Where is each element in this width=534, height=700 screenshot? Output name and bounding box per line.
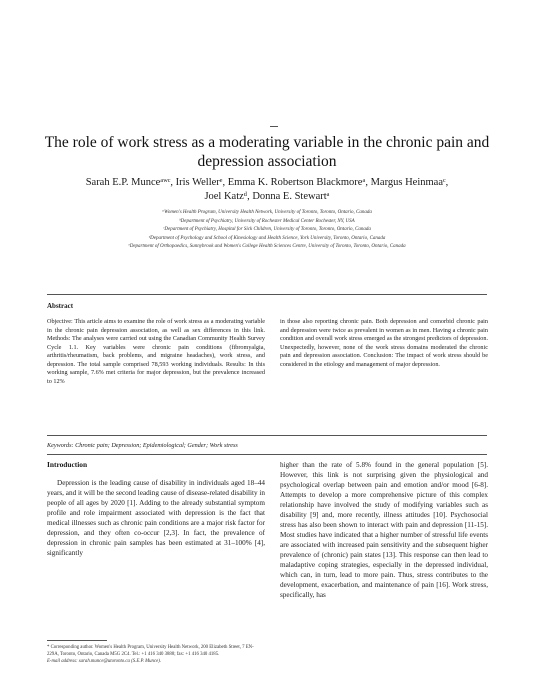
footnote-rule	[47, 640, 107, 641]
affiliation: ᵈDepartment of Psychology and School of Kinesiology and Health Science, York University, Toronto, Ontario, Canada	[148, 235, 386, 241]
author-line-1: Sarah E.P. Munceᵃʷᶜ, Iris Wellerᵉ, Emma K. Robertson Blackmoreᵃ, Margus Heinmaaᶜ,	[85, 177, 449, 188]
footnote-line-1: * Corresponding author. Women's Health Program, University Health Network, 200 Elizabeth Street, 7 EN-229A, Toronto, Ontario, Canada M5G 2C4. Tel.: +1 416 340 3888; fax: +1 416 340 4185.	[47, 645, 254, 657]
introduction-right-column	[280, 460, 488, 600]
abstract-right-column	[280, 318, 488, 369]
keywords-bottom-rule	[47, 454, 487, 455]
introduction-paragraph-right: higher than the rate of 5.8% found in the general population [5]. However, this link is not surprising given the physiological and psychological overlap between pain and emotion and/or mood [6-8]. Attempts to develop a more comprehensive picture of this complex relationship have involved the study of modifying variables such as disability [9] and, more recently, illness attitudes [10]. Psychosocial stress has also been shown to interact with pain and depression [11-15]. Most studies have indicated that a higher number of stressful life events are associated with increased pain sensitivity and the subsequent higher prevalence of (chronic) pain states [13]. This response can then lead to maladaptive coping strategies, especially in the depressed individual, which can, in turn, lead to more pain. Thus, stress contributes to the development, exacerbation, and maintenance of pain [16]. Work stress, specifically, has	[280, 461, 488, 599]
introduction-heading: Introduction	[47, 460, 88, 469]
corresponding-author-footnote	[47, 644, 265, 665]
top-rule	[270, 126, 278, 127]
author-list	[40, 176, 494, 204]
abstract-left-column	[47, 318, 265, 386]
footnote-line-2: E-mail address: sarah.munce@utoronto.ca (S.E.P. Munce).	[47, 659, 162, 664]
author-line-2: Joel Katzᵈ, Donna E. Stewartᵃ	[204, 191, 330, 202]
introduction-left-column	[47, 478, 265, 558]
keywords: Keywords: Chronic pain; Depression; Epidemiological; Gender; Work stress	[47, 442, 238, 449]
affiliation: ᶜDepartment of Psychiatry, Hospital for Sick Children, University of Toronto, Toronto, Ontario, Canada	[163, 227, 371, 233]
abstract-heading: Abstract	[47, 302, 74, 310]
abstract-top-rule	[47, 294, 487, 295]
affiliation: ᵃWomen's Health Program, University Health Network, University of Toronto, Toronto, Ontario, Canada	[162, 210, 372, 215]
article-title: The role of work stress as a moderating variable in the chronic pain and depression association	[44, 134, 490, 170]
introduction-paragraph-left: Depression is the leading cause of disability in individuals aged 18–44 years, and it will be the second leading cause of disease-related disability in people of all ages by 2020 [1]. Adding to the already substantial symptom profile and role impairment associated with depression is the fact that medical illnesses such as chronic pain conditions are a major risk factor for depression, and they often co-occur [2,3]. In fact, the prevalence of depression in chronic pain samples has been estimated at 31–100% [4], significantly	[47, 479, 265, 557]
affiliation: ᵇDepartment of Psychiatry, University of Rochester Medical Center Rochester, NY, USA	[179, 218, 355, 224]
affiliations	[50, 209, 484, 252]
affiliation: ᵉDepartment of Orthopaedics, Sunnybrook and Women's College Health Sciences Centre, University of Toronto, Toronto, Ontario, Canada	[128, 244, 406, 250]
abstract-text-left: Objective: This article aims to examine the role of work stress as a moderating variable in the chronic pain depression association, as well as sex differences in this link. Methods: The analyses were carried out using the Canadian Community Health Survey Cycle 1.1. Key variables were chronic pain conditions (fibromyalgia, arthritis/rheumatism, back problems, and migraine headaches), work stress, and depression. The total sample comprised 78,593 working individuals. Results: In this working sample, 7.6% met criteria for major depression, but the prevalence increased to 12%	[47, 318, 265, 385]
abstract-text-right: in those also reporting chronic pain. Both depression and comorbid chronic pain and depression were twice as prevalent in women as in men. Having a chronic pain condition and overall work stress emerged as the strongest predictors of depression. Unexpectedly, however, none of the work stress domains moderated the chronic pain and depression association. Conclusion: The impact of work stress should be considered in the etiology and management of major depression.	[280, 318, 488, 368]
abstract-bottom-rule	[47, 435, 487, 436]
